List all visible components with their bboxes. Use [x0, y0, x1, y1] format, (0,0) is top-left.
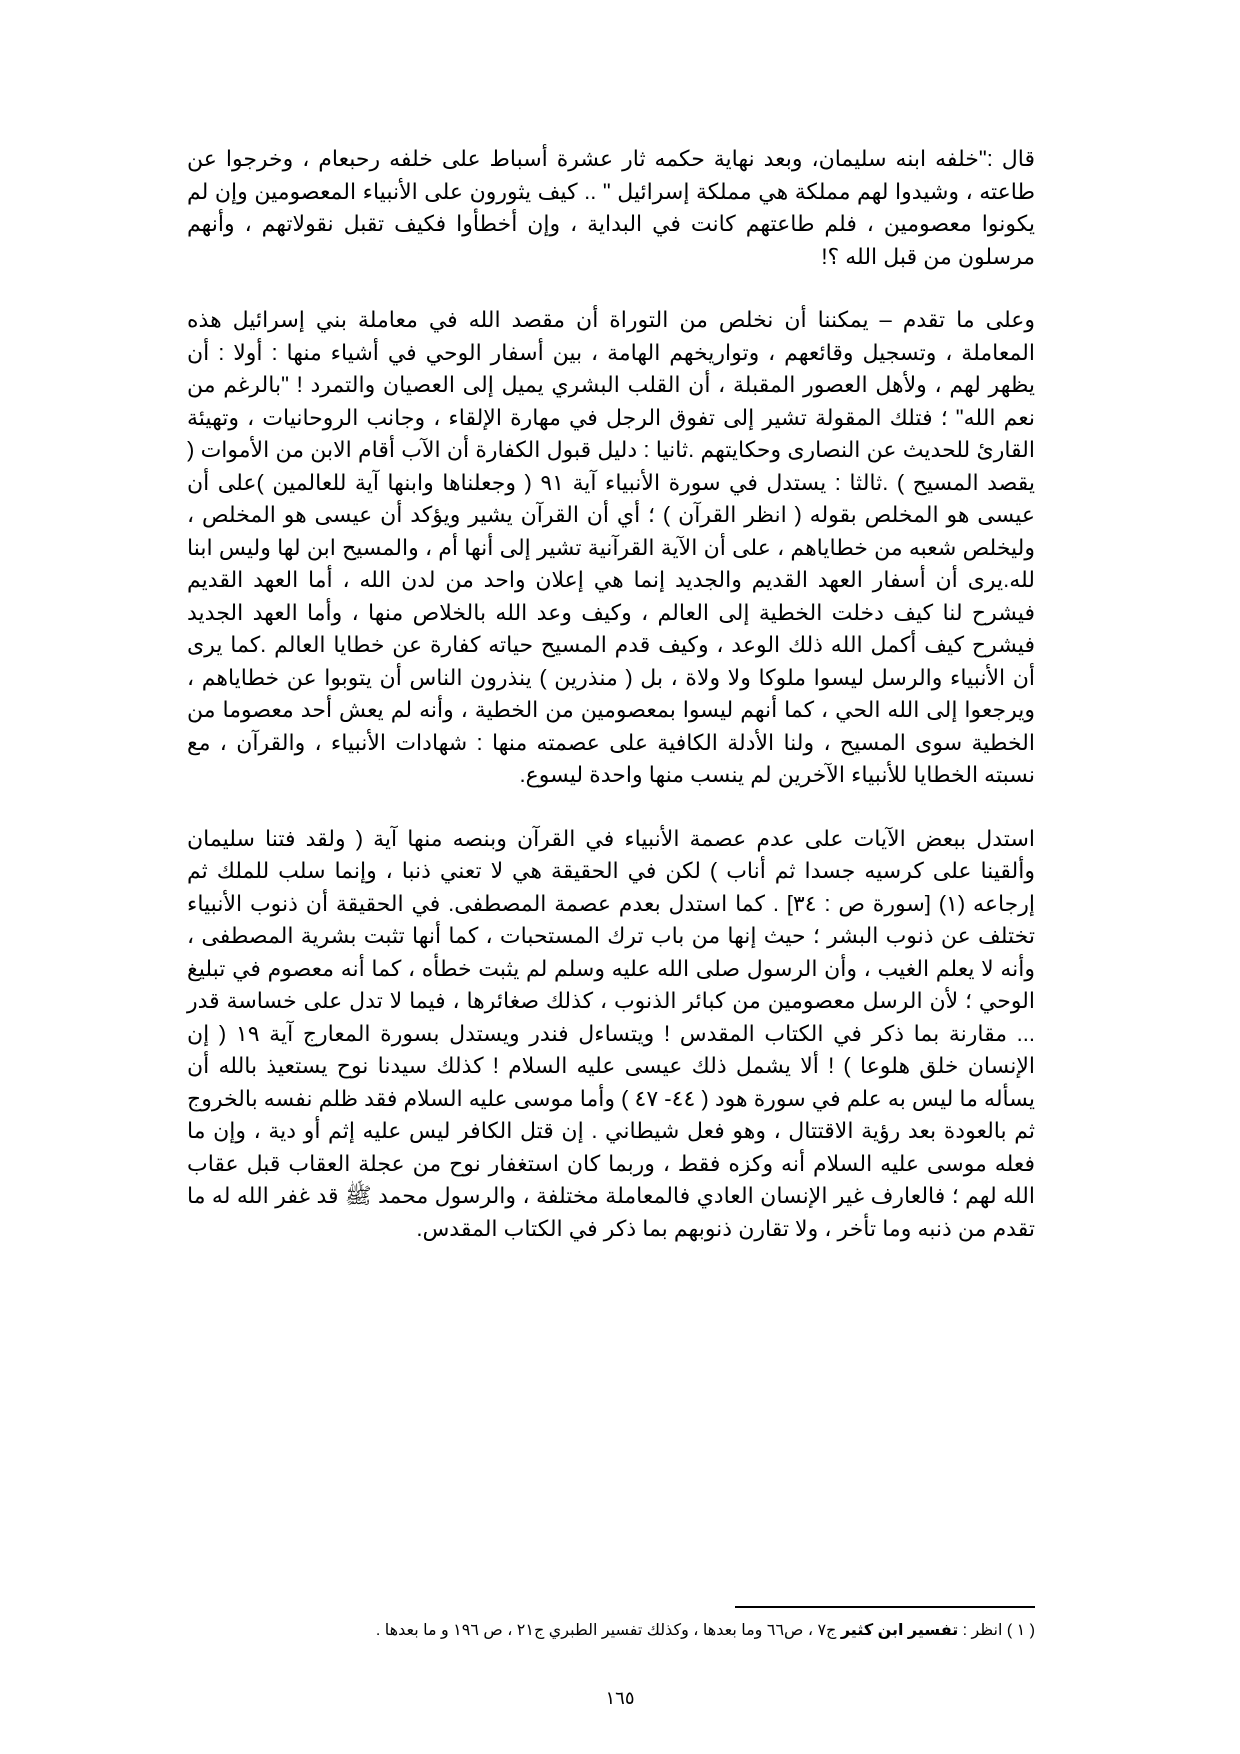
main-text [187, 143, 1035, 1276]
footnote-bold-title: تفسير ابن كثير [840, 1622, 959, 1639]
paragraph-1: قال :"خلفه ابنه سليمان، وبعد نهاية حكمه ثار عشرة أسباط على خلفه رحبعام ، وخرجوا عن طاعته ، وشيدوا لهم مملكة هي مملكة إسرائيل " .. كيف يثورون على الأنبياء المعصومين وإن لم يكونوا معصومين ، فلم طاعتهم كانت في البداية ، وإن أخطأوا فكيف تقبل نقولاتهم ، وأنهم مرسلون من قبل الله ؟! [187, 146, 1035, 269]
paragraph-2: وعلى ما تقدم – يمكننا أن نخلص من التوراة أن مقصد الله في معاملة بني إسرائيل هذه المعاملة ، وتسجيل وقائعهم ، وتواريخهم الهامة ، بين أسفار الوحي في أشياء منها : أولا : أن يظهر لهم ، ولأهل العصور المقبلة ، أن القلب البشري يميل إلى العصيان والتمرد ! "بالرغم من نعم الله" ؛ فتلك المقولة تشير إلى تفوق الرجل في مهارة الإلقاء ، وجانب الروحانيات ، وتهيئة القارئ للحديث عن النصارى وحكايتهم .ثانيا : دليل قبول الكفارة أن الآب أقام الابن من الأموات ( يقصد المسيح ) .ثالثا : يستدل في سورة الأنبياء آية ٩١ ( وجعلناها وابنها آية للعالمين )على أن عيسى هو المخلص بقوله ( انظر القرآن ) ؛ أي أن القرآن يشير ويؤكد أن عيسى هو المخلص ، وليخلص شعبه من خطاياهم ، على أن الآية القرآنية تشير إلى أنها أم ، والمسيح ابن لها وليس ابنا لله.يرى أن أسفار العهد القديم والجديد إنما هي إعلان واحد من لدن الله ، أما العهد القديم فيشرح لنا كيف دخلت الخطية إلى العالم ، وكيف وعد الله بالخلاص منها ، وأما العهد الجديد فيشرح كيف أكمل الله ذلك الوعد ، وكيف قدم المسيح حياته كفارة عن خطايا العالم .كما يرى أن الأنبياء والرسل ليسوا ملوكا ولا ولاة ، بل ( منذرين ) ينذرون الناس أن يتوبوا عن خطاياهم ، ويرجعوا إلى الله الحي ، كما أنهم ليسوا بمعصومين من الخطية ، وأنه لم يعش أحد معصوما من الخطية سوى المسيح ، ولنا الأدلة الكافية على عصمته منها : شهادات الأنبياء ، والقرآن ، مع نسبته الخطايا للأنبياء الآخرين لم ينسب منها واحدة ليسوع. [187, 307, 1035, 787]
paragraph-3: استدل ببعض الآيات على عدم عصمة الأنبياء في القرآن وبنصه منها آية ( ولقد فتنا سليمان وألقينا على كرسيه جسدا ثم أناب ) لكن في الحقيقة هي لا تعني ذنبا ، وإنما سلب للملك ثم إرجاعه (١) [سورة ص : ٣٤] . كما استدل بعدم عصمة المصطفى. في الحقيقة أن ذنوب الأنبياء تختلف عن ذنوب البشر ؛ حيث إنها من باب ترك المستحبات ، كما أنها تثبت بشرية المصطفى ، وأنه لا يعلم الغيب ، وأن الرسول صلى الله عليه وسلم لم يثبت خطأه ، كما أنه معصوم في تبليغ الوحي ؛ لأن الرسل معصومين من كبائر الذنوب ، كذلك صغائرها ، فيما لا تدل على خساسة قدر ... مقارنة بما ذكر في الكتاب المقدس ! ويتساءل فندر ويستدل بسورة المعارج آية ١٩ ( إن الإنسان خلق هلوعا ) ! ألا يشمل ذلك عيسى عليه السلام ! كذلك سيدنا نوح يستعيذ بالله أن يسأله ما ليس به علم في سورة هود ( ٤٤- ٤٧ ) وأما موسى عليه السلام فقد ظلم نفسه بالخروج ثم بالعودة بعد رؤية الاقتتال ، وهو فعل شيطاني . إن قتل الكافر ليس عليه إثم أو دية ، وإن ما فعله موسى عليه السلام أنه وكزه فقط ، وربما كان استغفار نوح من عجلة العقاب قبل عقاب الله لهم ؛ فالعارف غير الإنسان العادي فالمعاملة مختلفة ، والرسول محمد ﷺ قد غفر الله له ما تقدم من ذنبه وما تأخر ، ولا تقارن ذنوبهم بما ذكر في الكتاب المقدس. [187, 825, 1036, 1241]
footnote-prefix: ( ١ ) انظر : [958, 1622, 1035, 1639]
footnote-rest: ج٧ ، ص٦٦ وما بعدها ، وكذلك تفسير الطبري ج٢١ ، ص ١٩٦ و ما بعدها . [375, 1622, 841, 1639]
footnote [187, 1620, 1035, 1642]
page-number: ١٦٥ [605, 1688, 635, 1708]
footnote-divider [735, 1606, 1035, 1608]
